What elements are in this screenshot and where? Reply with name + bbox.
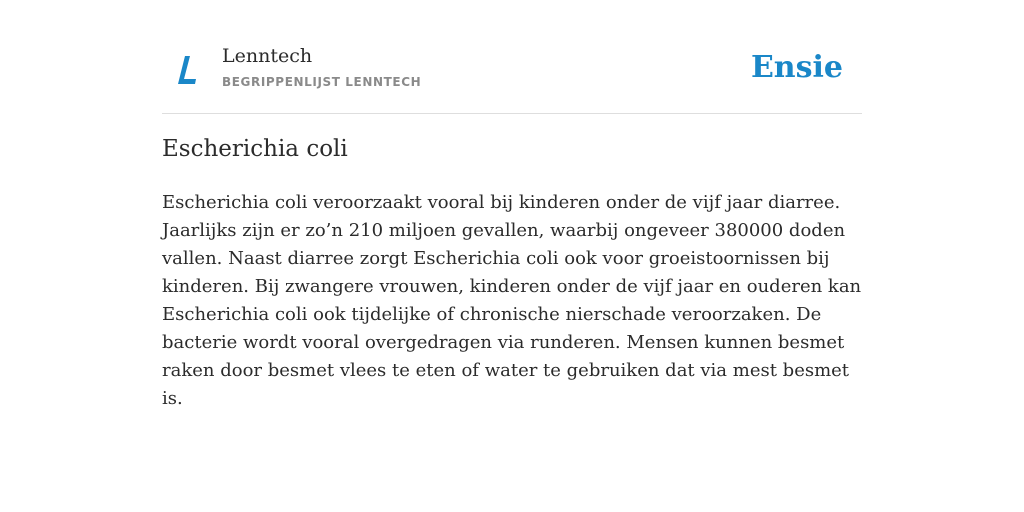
site-name: Lenntech — [222, 45, 313, 67]
entry-title: Escherichia coli — [162, 136, 348, 162]
slanted-l-logo-icon — [176, 54, 198, 86]
site-subtitle: BEGRIPPENLIJST LENNTECH — [222, 75, 422, 89]
page-header — [162, 40, 862, 114]
definition-card — [162, 0, 862, 512]
brand-logo-text[interactable]: Ensie — [750, 50, 843, 85]
entry-definition-text: Escherichia coli veroorzaakt vooral bij kinderen onder de vijf jaar diarree. Jaarlijks zijn er zo’n 210 miljoen gevallen, waarbij ongeveer 380000 doden vallen. Naast diarree zorgt Escherichia coli ook voor groeistoornissen bij kinderen. Bij zwangere vrouwen, kinderen onder de vijf jaar en ouderen kan Escherichia coli ook tijdelijke of chronische nierschade veroorzaken. De bacterie wordt vooral overgedragen via runderen. Mensen kunnen besmet raken door besmet vlees te eten of water te gebruiken dat via mest besmet is. — [162, 192, 862, 409]
